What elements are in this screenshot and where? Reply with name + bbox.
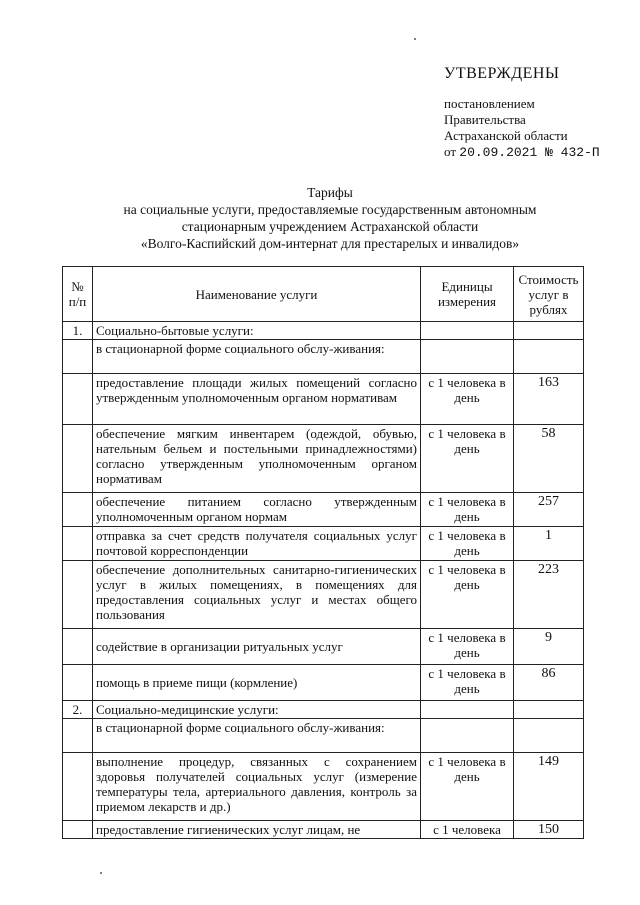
- tariffs-table: [62, 266, 584, 839]
- header-unit: Единицы измерения: [421, 267, 514, 322]
- service-unit: с 1 человека в день: [421, 493, 514, 527]
- service-unit: с 1 человека в день: [421, 561, 514, 629]
- empty-cell: [63, 821, 93, 839]
- empty-cell: [63, 665, 93, 701]
- empty-cell: [514, 340, 584, 374]
- scan-speck: [414, 38, 416, 40]
- service-name: содействие в организации ритуальных услуг: [93, 629, 421, 665]
- empty-cell: [63, 374, 93, 425]
- table-row: [63, 665, 584, 701]
- approval-date-prefix: от: [444, 144, 457, 159]
- form-row: [63, 719, 584, 753]
- service-unit: с 1 человека в день: [421, 629, 514, 665]
- empty-cell: [63, 493, 93, 527]
- table-row: [63, 527, 584, 561]
- approval-block: [444, 66, 634, 161]
- empty-cell: [514, 322, 584, 340]
- approval-date-value: 20.09.2021 № 432-П: [459, 145, 600, 160]
- section-num: 2.: [63, 701, 93, 719]
- title-line: Тарифы: [307, 185, 353, 200]
- table-row: [63, 425, 584, 493]
- title-line: стационарным учреждением Астраханской области: [181, 219, 479, 234]
- empty-cell: [63, 753, 93, 821]
- service-unit: с 1 человека: [421, 821, 514, 839]
- service-name: обеспечение питанием согласно утвержденным уполномоченным органом нормам: [93, 493, 421, 527]
- service-name: помощь в приеме пищи (кормление): [93, 665, 421, 701]
- service-price: 150: [514, 821, 584, 839]
- form-row: [63, 340, 584, 374]
- service-name: предоставление гигиенических услуг лицам, не: [93, 821, 421, 839]
- document-title: [60, 184, 600, 252]
- scan-speck: [100, 872, 102, 874]
- header-price: Стоимость услуг в рублях: [514, 267, 584, 322]
- empty-cell: [421, 340, 514, 374]
- service-price: 86: [514, 665, 584, 701]
- service-name: выполнение процедур, связанных с сохранением здоровья получателей социальных услуг (измерение температуры тела, артериального давления, контроль за приемом лекарств и др.): [93, 753, 421, 821]
- title-line: на социальные услуги, предоставляемые государственным автономным: [123, 202, 537, 217]
- service-price: 1: [514, 527, 584, 561]
- service-price: 9: [514, 629, 584, 665]
- form-label: в стационарной форме социального обслу-живания:: [93, 719, 421, 753]
- header-name: Наименование услуги: [93, 267, 421, 322]
- service-unit: с 1 человека в день: [421, 665, 514, 701]
- empty-cell: [421, 701, 514, 719]
- section-title: Социально-бытовые услуги:: [93, 322, 421, 340]
- empty-cell: [63, 340, 93, 374]
- empty-cell: [63, 527, 93, 561]
- service-name: предоставление площади жилых помещений согласно утвержденным уполномоченным органом нормативам: [93, 374, 421, 425]
- service-name: обеспечение дополнительных санитарно-гигиенических услуг в жилых помещениях, в помещениях для предоставления социальных услуг и местах общего пользования: [93, 561, 421, 629]
- empty-cell: [63, 719, 93, 753]
- section-row: [63, 701, 584, 719]
- service-price: 149: [514, 753, 584, 821]
- section-num: 1.: [63, 322, 93, 340]
- table-row: [63, 629, 584, 665]
- form-label: в стационарной форме социального обслу-живания:: [93, 340, 421, 374]
- empty-cell: [421, 719, 514, 753]
- service-unit: с 1 человека в день: [421, 753, 514, 821]
- empty-cell: [63, 561, 93, 629]
- approval-date: [444, 144, 634, 161]
- title-line: «Волго-Каспийский дом-интернат для престарелых и инвалидов»: [140, 236, 520, 251]
- table-row: [63, 374, 584, 425]
- empty-cell: [514, 701, 584, 719]
- table-row: [63, 493, 584, 527]
- service-name: обеспечение мягким инвентарем (одеждой, обувью, нательным бельем и постельными принадлежностями) согласно утвержденным уполномоченным органом нормативам: [93, 425, 421, 493]
- empty-cell: [514, 719, 584, 753]
- table-header-row: [63, 267, 584, 322]
- empty-cell: [63, 629, 93, 665]
- service-unit: с 1 человека в день: [421, 425, 514, 493]
- service-unit: с 1 человека в день: [421, 374, 514, 425]
- empty-cell: [421, 322, 514, 340]
- service-price: 163: [514, 374, 584, 425]
- service-price: 58: [514, 425, 584, 493]
- service-price: 223: [514, 561, 584, 629]
- section-title: Социально-медицинские услуги:: [93, 701, 421, 719]
- header-num: № п/п: [63, 267, 93, 322]
- service-price: 257: [514, 493, 584, 527]
- approval-line: Астраханской области: [444, 128, 568, 143]
- service-unit: с 1 человека в день: [421, 527, 514, 561]
- table-row: [63, 753, 584, 821]
- approval-line: Правительства: [444, 112, 526, 127]
- service-name: отправка за счет средств получателя социальных услуг почтовой корреспонденции: [93, 527, 421, 561]
- table-row: [63, 821, 584, 839]
- section-row: [63, 322, 584, 340]
- approval-line: постановлением: [444, 96, 535, 111]
- table-row: [63, 561, 584, 629]
- empty-cell: [63, 425, 93, 493]
- approval-heading: УТВЕРЖДЕНЫ: [444, 65, 560, 82]
